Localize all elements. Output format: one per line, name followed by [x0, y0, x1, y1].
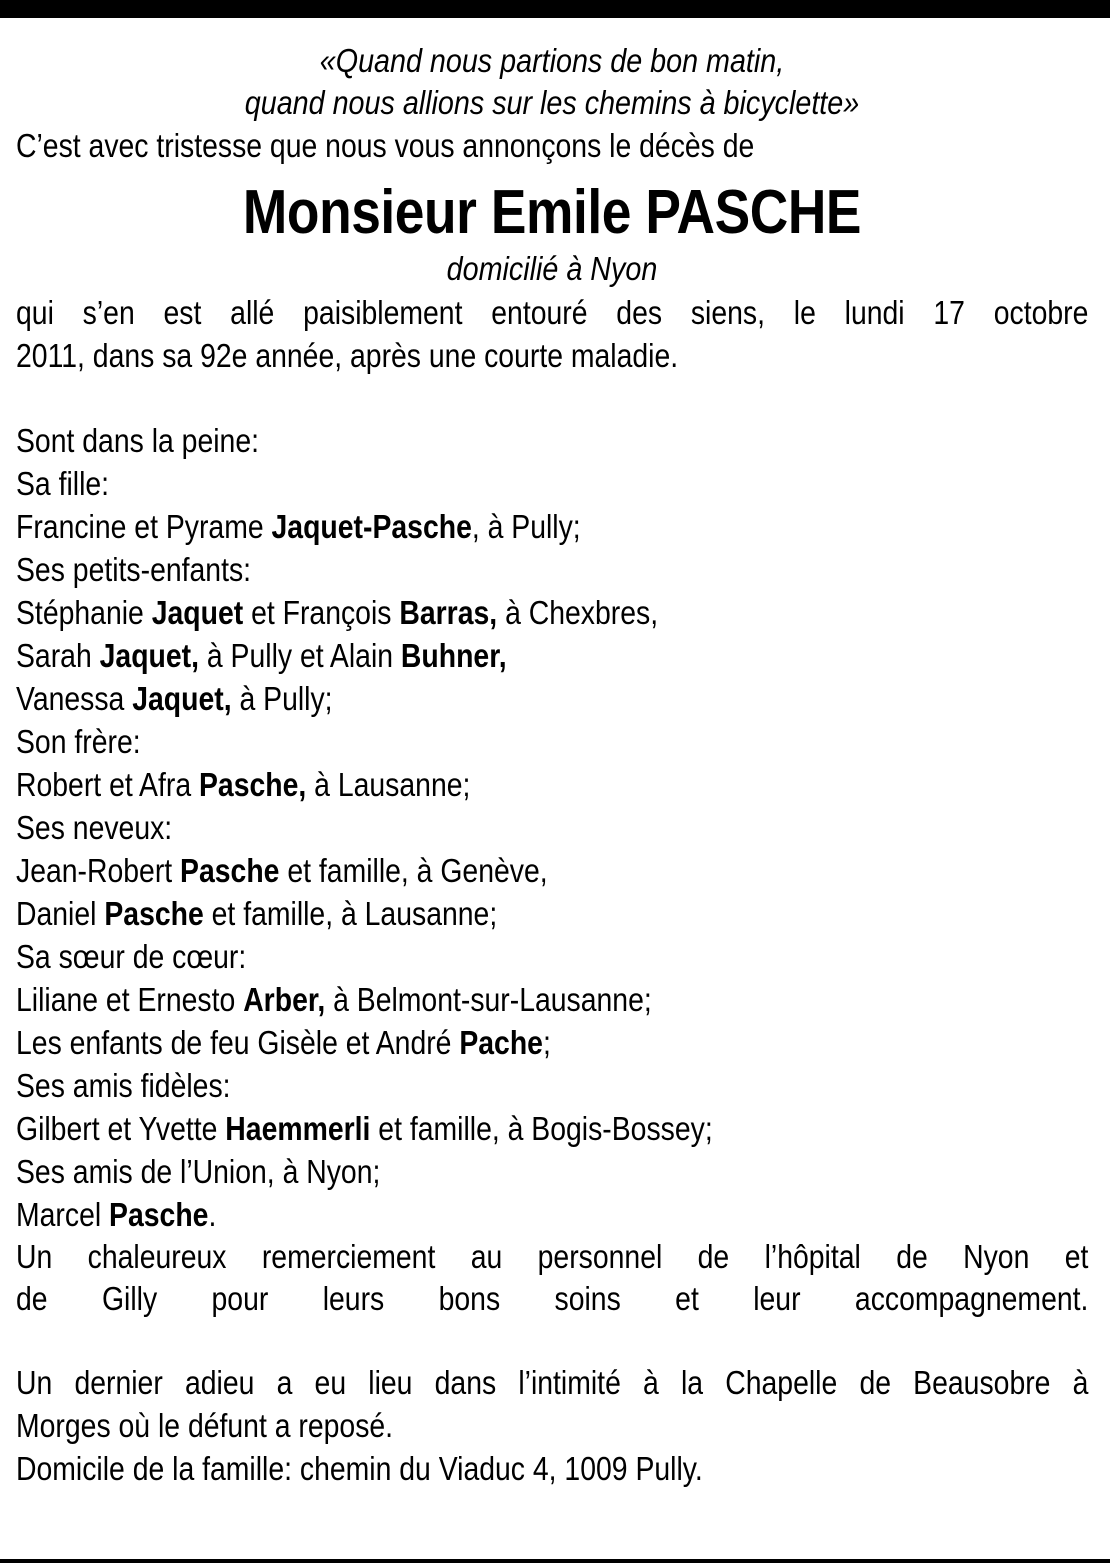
spacer [16, 377, 1088, 419]
mourner-text: Sont dans la peine: [16, 422, 259, 459]
family-name: Buhner, [400, 637, 507, 674]
mourner-text: Daniel [16, 895, 105, 932]
mourner-text: à Belmont-sur-Lausanne; [325, 981, 652, 1018]
mourner-line [16, 720, 938, 763]
mourner-line [16, 462, 938, 505]
mourner-text: . [208, 1196, 217, 1233]
mourner-text: Stéphanie [16, 594, 152, 631]
mourner-text: et famille, à Lausanne; [203, 895, 498, 932]
mourner-text: ; [542, 1024, 551, 1061]
mourner-text: à Lausanne; [306, 766, 471, 803]
mourner-text: à Pully et Alain [198, 637, 401, 674]
spacer [16, 1320, 1088, 1362]
thanks-line-2: de Gilly pour leurs bons soins et leur accompagnement. [16, 1280, 1089, 1317]
mourner-text: Robert et Afra [16, 766, 199, 803]
family-name: Pasche [109, 1196, 209, 1233]
mourner-line [16, 591, 938, 634]
mourner-line [16, 677, 938, 720]
mourner-text: et famille, à Genève, [279, 852, 548, 889]
mourner-line [16, 505, 938, 548]
family-name: Jaquet [151, 594, 244, 631]
mourner-line [16, 849, 938, 892]
mourner-text: Gilbert et Yvette [16, 1110, 226, 1147]
family-address: Domicile de la famille: chemin du Viaduc 4, 1009 Pully. [16, 1450, 703, 1487]
family-name: Pasche [180, 852, 280, 889]
mourner-line [16, 1107, 938, 1150]
mourner-line [16, 419, 938, 462]
announcement-line-1: qui s’en est allé paisiblement entouré des siens, le lundi 17 octobre [16, 294, 1089, 331]
family-name: Jaquet, [132, 680, 232, 717]
family-name: Pasche [104, 895, 204, 932]
mourner-text: Marcel [16, 1196, 110, 1233]
mourner-text: Francine et Pyrame [16, 508, 272, 545]
farewell-line-2: Morges où le défunt a reposé. [16, 1407, 394, 1444]
mourner-line [16, 548, 938, 591]
mourner-text: à Chexbres, [497, 594, 659, 631]
farewell-line-1: Un dernier adieu a eu lieu dans l’intimité à la Chapelle de Beausobre à [16, 1364, 1089, 1401]
mourners-list [16, 419, 1088, 1236]
mourner-text: Ses amis fidèles: [16, 1067, 231, 1104]
family-name: Haemmerli [225, 1110, 371, 1147]
epigraph-line-1: «Quand nous partions de bon matin, [319, 42, 785, 79]
intro-text: C’est avec tristesse que nous vous annonçons le décès de [16, 127, 755, 164]
mourner-text: Ses petits-enfants: [16, 551, 252, 588]
obituary-notice [16, 40, 1088, 1490]
family-name: Jaquet, [99, 637, 199, 674]
family-name: Arber, [243, 981, 326, 1018]
mourner-text: à Pully; [231, 680, 333, 717]
mourner-text: , à Pully; [471, 508, 581, 545]
deceased-name: Monsieur Emile PASCHE [242, 178, 862, 247]
mourner-line [16, 806, 938, 849]
mourner-line [16, 892, 938, 935]
family-name: Barras, [399, 594, 498, 631]
bottom-border-rule [0, 1559, 1110, 1563]
announcement-line-2: 2011, dans sa 92e année, après une courte maladie. [16, 337, 679, 374]
mourner-text: Son frère: [16, 723, 141, 760]
mourner-text: Ses neveux: [16, 809, 173, 846]
mourner-line [16, 634, 938, 677]
top-border-rule [0, 0, 1110, 18]
mourner-text: et François [243, 594, 400, 631]
family-name: Pache [459, 1024, 543, 1061]
mourner-text: Les enfants de feu Gisèle et André [16, 1024, 460, 1061]
mourner-text: Liliane et Ernesto [16, 981, 244, 1018]
mourner-text: Sa sœur de cœur: [16, 938, 247, 975]
mourner-text: et famille, à Bogis-Bossey; [370, 1110, 713, 1147]
mourner-line [16, 1150, 938, 1193]
mourner-line [16, 763, 938, 806]
epigraph-line-2: quand nous allions sur les chemins à bicyclette» [244, 84, 860, 121]
mourner-line [16, 1021, 938, 1064]
deceased-domicile: domicilié à Nyon [446, 250, 658, 287]
mourner-text: Sarah [16, 637, 100, 674]
mourner-line [16, 1064, 938, 1107]
mourner-line [16, 1193, 938, 1236]
mourner-text: Sa fille: [16, 465, 110, 502]
family-name: Jaquet-Pasche [271, 508, 472, 545]
mourner-text: Jean-Robert [16, 852, 181, 889]
mourner-line [16, 935, 938, 978]
mourner-text: Ses amis de l’Union, à Nyon; [16, 1153, 381, 1190]
thanks-line-1: Un chaleureux remerciement au personnel de l’hôpital de Nyon et [16, 1238, 1089, 1275]
family-name: Pasche, [198, 766, 307, 803]
mourner-line [16, 978, 938, 1021]
mourner-text: Vanessa [16, 680, 133, 717]
